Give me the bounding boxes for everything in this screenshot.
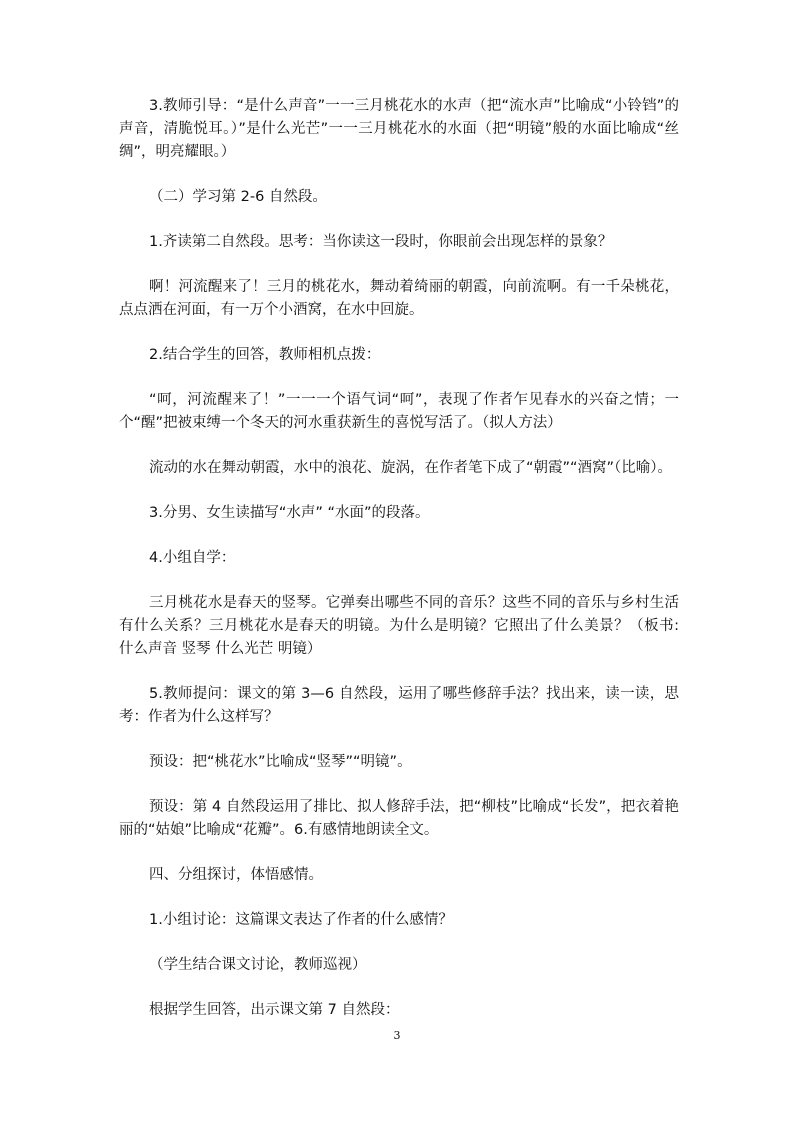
paragraph-section-four: 四、分组探讨，体悟感情。: [149, 867, 323, 883]
paragraph-self-study: 4.小组自学：: [149, 550, 236, 566]
paragraph-group-discussion: 1.小组讨论：这篇课文表达了作者的什么感情？: [149, 912, 453, 928]
paragraph-quoted-text: 啊！河流醒来了！三月的桃花水，舞动着绮丽的朝霞，向前流啊。有一千朵桃花，点点洒在河面，有一万个小酒窝，在水中回旋。: [119, 279, 679, 318]
paragraph-teacher-guide: 3.教师引导：“是什么声音”一一三月桃花水的水声（把“流水声”比喻成“小铃铛”的声音，清脆悦耳。）”是什么光芒”一一三月桃花水的水面（把“明镜”般的水面比喻成“丝绸”，明亮耀眼。）: [119, 98, 679, 160]
paragraph-preset-1: 预设：把“桃花水”比喻成“竖琴”“明镜”。: [149, 754, 412, 770]
paragraph-analysis-personification: “呵，河流醒来了！”一一一个语气词“呵”，表现了作者乍见春水的兴奋之情；一个“醒”把被束缚一个冬天的河水重获新生的喜悦写活了。（拟人方法）: [119, 392, 679, 431]
paragraph-student-discussion: （学生结合课文讨论，教师巡视）: [149, 957, 367, 973]
paragraph-questions: 三月桃花水是春天的竖琴。它弹奏出哪些不同的音乐？这些不同的音乐与乡村生活有什么关系？三月桃花水是春天的明镜。为什么是明镜？它照出了什么美景？（板书: 什么声音 竖琴 什么光芒 明镜）: [119, 595, 679, 657]
document-body: [119, 95, 679, 1044]
paragraph-read-task: 1.齐读第二自然段。思考：当你读这一段时，你眼前会出现怎样的景象？: [149, 234, 613, 250]
paragraph-section-heading: （二）学习第 2-6 自然段。: [149, 189, 327, 205]
page-number: 3: [393, 1029, 401, 1042]
paragraph-preset-2: 预设：第 4 自然段运用了排比、拟人修辞手法，把“柳枝”比喻成“长发”，把衣着艳丽的“姑娘”比喻成“花瓣”。6.有感情地朗读全文。: [119, 799, 679, 838]
paragraph-teacher-comment: 2.结合学生的回答，教师相机点拨：: [149, 347, 381, 363]
paragraph-show-text: 根据学生回答，出示课文第 7 自然段：: [149, 1002, 400, 1018]
paragraph-analysis-metaphor: 流动的水在舞动朝霞，水中的浪花、旋涡，在作者笔下成了“朝霞”“酒窝”（比喻）。: [149, 460, 673, 476]
paragraph-group-reading: 3.分男、女生读描写“水声” “水面”的段落。: [149, 505, 430, 521]
paragraph-teacher-question: 5.教师提问：课文的第 3—6 自然段，运用了哪些修辞手法？找出来，读一读，思考：作者为什么这样写？: [119, 686, 679, 725]
